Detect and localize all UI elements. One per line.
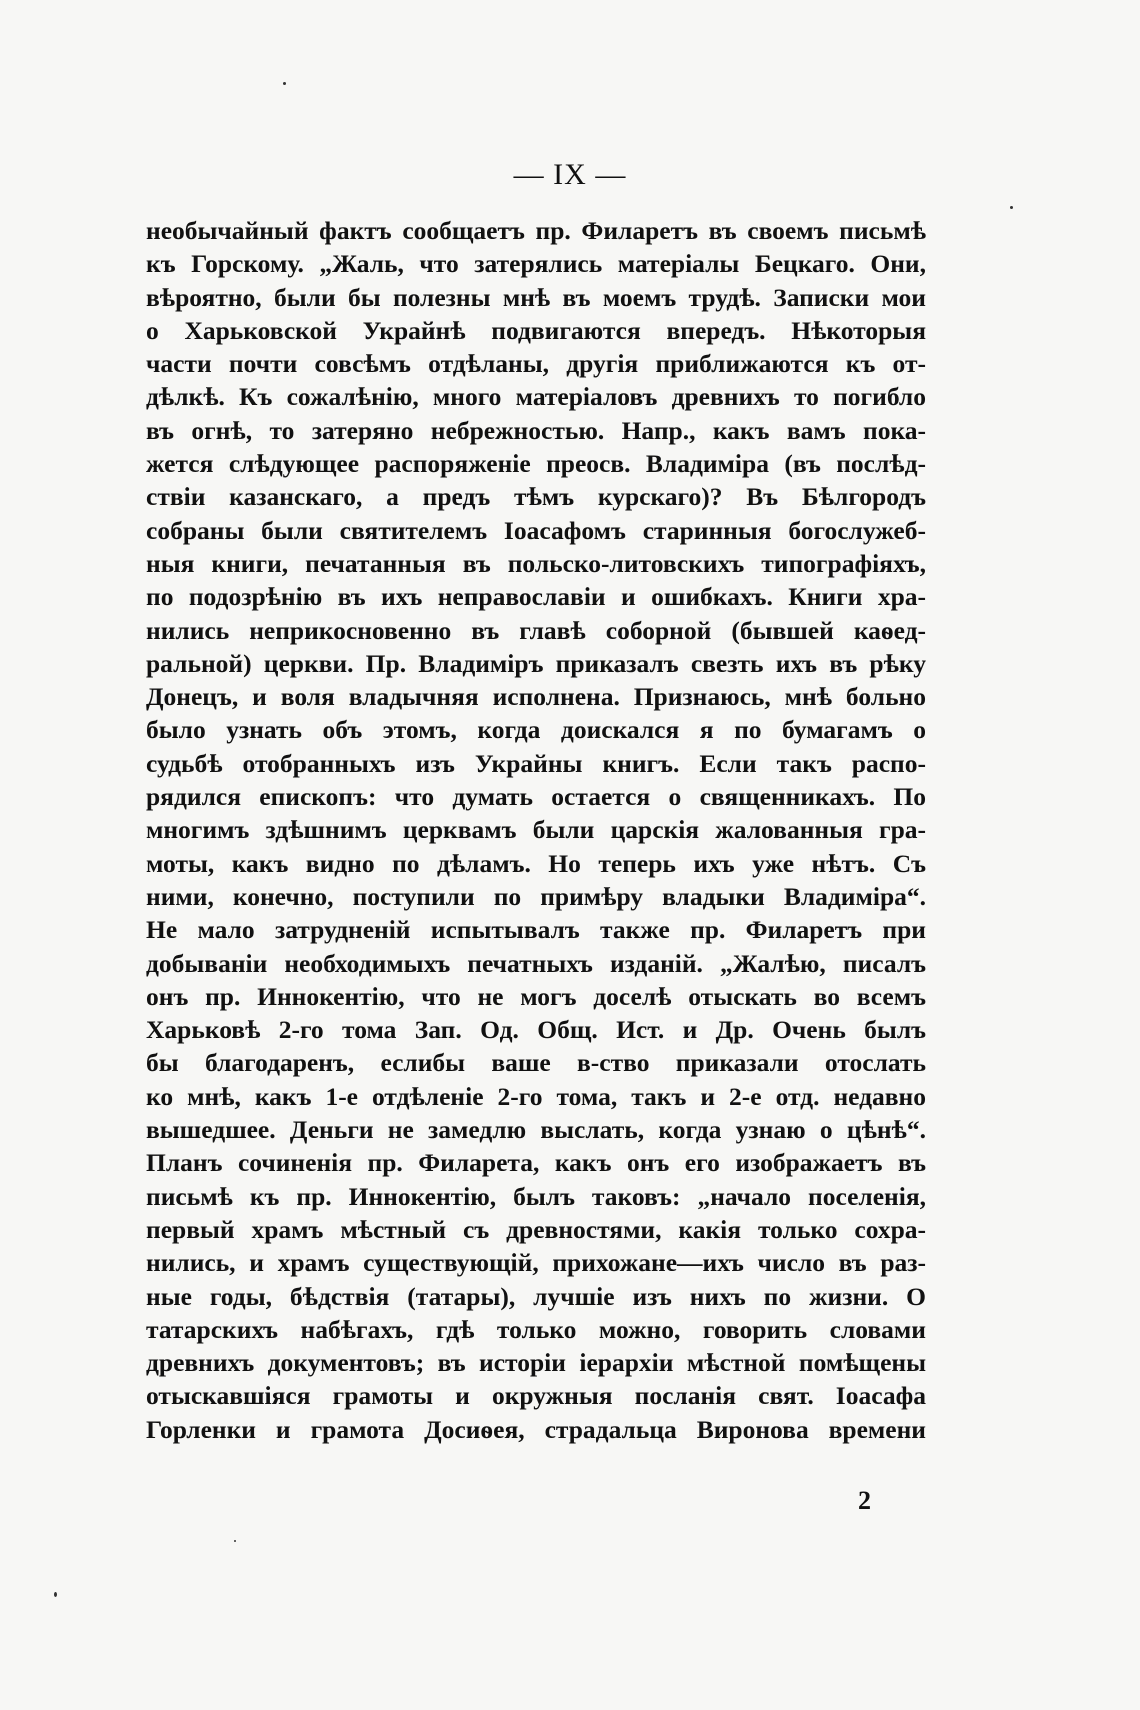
body-text [146,214,926,1446]
text-line: Харьковѣ 2-го тома Зап. Од. Общ. Ист. и Др. Очень былъ [146,1015,926,1045]
signature-mark: 2 [858,1486,871,1515]
text-line: судьбѣ отобранныхъ изъ Украйны книгъ. Если такъ распо- [146,748,926,778]
paper-speck [1010,206,1013,209]
text-line: по подозрѣнію въ ихъ неправославіи и ошибкахъ. Книги хра- [146,582,926,612]
text-line: нились, и храмъ существующій, прихожане—ихъ число въ раз- [146,1248,926,1278]
paper-speck [54,1592,57,1597]
text-line: рядился епископъ: что думать остается о священникахъ. По [146,782,926,812]
text-line: собраны были святителемъ Іоасафомъ старинныя богослужеб- [146,515,926,545]
text-line: было узнать объ этомъ, когда доискался я по бумагамъ о [146,715,926,745]
text-line: Горленки и грамота Досиѳея, страдальца Виронова времени [146,1414,926,1444]
text-line: дѣлкѣ. Къ сожалѣнію, много матеріаловъ древнихъ то погибло [146,382,926,412]
text-line: къ Горскому. „Жаль, что затерялись матеріалы Бецкаго. Они, [146,249,926,279]
text-line: отыскавшіяся грамоты и окружныя посланія свят. Іоасафа [146,1381,926,1411]
paper-speck [234,1540,236,1542]
text-line: Планъ сочиненія пр. Филарета, какъ онъ его изображаетъ въ [146,1148,926,1178]
text-line: жется слѣдующее распоряженіе преосв. Владиміра (въ послѣд- [146,449,926,479]
text-line: ные годы, бѣдствія (татары), лучшіе изъ нихъ по жизни. О [146,1281,926,1311]
page-number-header: — IX — [513,158,627,191]
text-line: вышедшее. Деньги не замедлю выслать, когда узнаю о цѣнѣ“. [146,1115,926,1145]
paper-speck [283,82,286,85]
text-line: въ огнѣ, то затеряно небрежностью. Напр., какъ вамъ пока- [146,415,926,445]
text-line: татарскихъ набѣгахъ, гдѣ только можно, говорить словами [146,1314,926,1344]
text-line: вѣроятно, были бы полезны мнѣ въ моемъ трудѣ. Записки мои [146,282,926,312]
text-line: ствіи казанскаго, а предъ тѣмъ курскаго)? Въ Бѣлгородъ [146,482,926,512]
text-line: древнихъ документовъ; въ исторіи іерархіи мѣстной помѣщены [146,1348,926,1378]
text-line: ними, конечно, поступили по примѣру владыки Владиміра“. [146,881,926,911]
text-line: необычайный фактъ сообщаетъ пр. Филаретъ въ своемъ письмѣ [146,216,926,245]
text-line: бы благодаренъ, еслибы ваше в-ство приказали отослать [146,1048,926,1078]
text-line: ныя книги, печатанныя въ польско-литовскихъ типографіяхъ, [146,548,926,578]
text-line: ко мнѣ, какъ 1-е отдѣленіе 2-го тома, такъ и 2-е отд. недавно [146,1081,926,1111]
text-line: о Харьковской Украйнѣ подвигаются впередъ. Нѣкоторыя [146,315,926,345]
text-line: ральной) церкви. Пр. Владиміръ приказалъ свезть ихъ въ рѣку [146,648,926,678]
text-line: первый храмъ мѣстный съ древностями, какія только сохра- [146,1214,926,1244]
text-line: части почти совсѣмъ отдѣланы, другія приближаются къ от- [146,349,926,379]
text-line: Донецъ, и воля владычняя исполнена. Признаюсь, мнѣ больно [146,682,926,712]
text-line: онъ пр. Иннокентію, что не могъ доселѣ отыскать во всемъ [146,981,926,1011]
text-line: моты, какъ видно по дѣламъ. Но теперь ихъ уже нѣтъ. Съ [146,848,926,878]
text-line: нились неприкосновенно въ главѣ соборной (бывшей каѳед- [146,615,926,645]
text-line: Не мало затрудненій испытывалъ также пр. Филаретъ при [146,915,926,945]
text-line: многимъ здѣшнимъ церквамъ были царскія жалованныя гра- [146,815,926,845]
text-line: добываніи необходимыхъ печатныхъ изданій. „Жалѣю, писалъ [146,948,926,978]
text-line: письмѣ къ пр. Иннокентію, былъ таковъ: „начало поселенія, [146,1181,926,1211]
